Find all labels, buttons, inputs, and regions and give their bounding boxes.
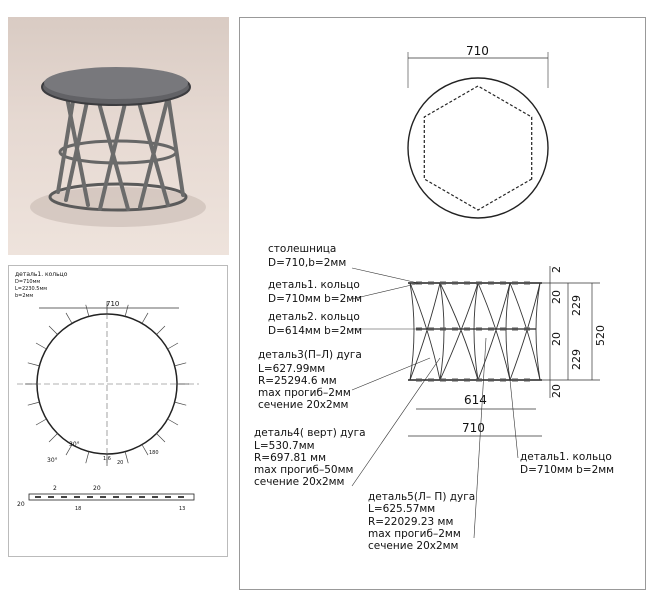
part4-label-4: max прогиб–50мм bbox=[254, 464, 354, 476]
dim-2: 2 bbox=[550, 266, 563, 273]
side-vertical-arc bbox=[440, 283, 444, 380]
dim-710: 710 bbox=[462, 421, 485, 435]
part4-label-3: R=697.81 мм bbox=[254, 452, 327, 464]
side-strut bbox=[510, 283, 540, 380]
ring-tick bbox=[156, 433, 164, 441]
side-strut bbox=[510, 283, 540, 380]
dim-520: 520 bbox=[594, 325, 607, 346]
ring-dim-3: 180 bbox=[149, 450, 159, 456]
ring-slot bbox=[476, 379, 482, 382]
ring-slot bbox=[476, 328, 482, 331]
ring-slot bbox=[416, 379, 422, 382]
side-strut bbox=[478, 283, 510, 380]
strip-dim-e: 13 bbox=[179, 506, 186, 512]
ring-angle-a: 30° bbox=[69, 441, 80, 448]
ring-tick bbox=[86, 305, 89, 317]
strip-slot bbox=[126, 496, 132, 498]
ring-detail-sheet bbox=[8, 265, 228, 557]
ring-slot bbox=[464, 282, 470, 285]
side-strut bbox=[440, 283, 478, 380]
ring-slot bbox=[524, 328, 530, 331]
ring-tick bbox=[142, 445, 148, 455]
ring-tick bbox=[175, 363, 187, 366]
side-strut bbox=[410, 283, 440, 380]
part3-label-4: max прогиб–2мм bbox=[258, 387, 351, 399]
strip-slot bbox=[87, 496, 93, 498]
ring-slot bbox=[440, 282, 446, 285]
strip-slot bbox=[74, 496, 80, 498]
strip-slot bbox=[113, 496, 119, 498]
strip-dim-a: 2 bbox=[53, 485, 57, 492]
ring-slot bbox=[476, 282, 482, 285]
top-view-width: 710 bbox=[466, 44, 489, 58]
top-view-outer-ring bbox=[408, 78, 548, 218]
ring-tick bbox=[175, 402, 187, 405]
ring-tick bbox=[66, 313, 72, 323]
ring-thickness-label: b=2мм bbox=[15, 293, 34, 299]
ring-tick bbox=[125, 452, 128, 464]
part3-label-1: деталь3(П–Л) дуга bbox=[258, 349, 362, 361]
ring-diameter-label: D=710мм bbox=[15, 279, 41, 285]
ring-slot bbox=[524, 379, 530, 382]
ring-slot bbox=[440, 328, 446, 331]
ring-dim-top: 710 bbox=[106, 300, 120, 308]
ring-tick bbox=[36, 419, 46, 425]
ring-slot bbox=[464, 379, 470, 382]
ring-title: деталь1. кольцо bbox=[15, 271, 68, 278]
ring-tick bbox=[49, 433, 57, 441]
ring-slot bbox=[500, 379, 506, 382]
ring-slot bbox=[500, 328, 506, 331]
strip-slot bbox=[61, 496, 67, 498]
part4-label-5: сечение 20х2мм bbox=[254, 476, 345, 488]
ring-slot bbox=[428, 328, 434, 331]
ring-length-label: L=2230.5мм bbox=[15, 286, 48, 292]
part2-label-2: D=614мм b=2мм bbox=[268, 325, 363, 337]
ring-slot bbox=[488, 282, 494, 285]
ring-slot bbox=[452, 328, 458, 331]
ring-dim-2: 20 bbox=[117, 460, 124, 466]
ring-slot bbox=[452, 379, 458, 382]
strip-slot bbox=[48, 496, 54, 498]
part4-label-1: деталь4( верт) дуга bbox=[254, 427, 366, 439]
dim-229-bottom: 229 bbox=[570, 349, 583, 370]
ring-tick bbox=[156, 326, 164, 334]
ring-slot bbox=[524, 282, 530, 285]
ring-slot bbox=[512, 282, 518, 285]
ring-tick bbox=[168, 419, 178, 425]
strip-slot bbox=[100, 496, 106, 498]
dim-20-bottom: 20 bbox=[550, 384, 563, 398]
ring-tick bbox=[28, 363, 40, 366]
strip-slot bbox=[165, 496, 171, 498]
dim-614: 614 bbox=[464, 393, 487, 407]
ring-angle-b: 30° bbox=[47, 457, 58, 464]
part1-bottom-label-1: деталь1. кольцо bbox=[520, 451, 612, 463]
assembly-drawing-sheet bbox=[239, 17, 646, 590]
top-view-struts bbox=[424, 86, 531, 210]
part3-label-2: L=627.99мм bbox=[258, 363, 326, 375]
dim-20-top: 20 bbox=[550, 290, 563, 304]
ring-slot bbox=[440, 379, 446, 382]
ring-slot bbox=[512, 328, 518, 331]
side-vertical-arc bbox=[474, 283, 478, 380]
tabletop-label-2: D=710,b=2мм bbox=[268, 257, 347, 269]
part4-label-2: L=530.7мм bbox=[254, 440, 315, 452]
strip-dim-d: 18 bbox=[75, 506, 82, 512]
ring-tick bbox=[28, 402, 40, 405]
ring-slot bbox=[512, 379, 518, 382]
ring-tick bbox=[142, 313, 148, 323]
part5-label-3: R=22029.23 мм bbox=[368, 516, 454, 528]
ring-slot bbox=[452, 282, 458, 285]
ring-slot bbox=[488, 328, 494, 331]
tabletop-label-1: столешница bbox=[268, 243, 337, 255]
ring-tick bbox=[125, 305, 128, 317]
dim-229-top: 229 bbox=[570, 295, 583, 316]
part5-label-1: деталь5(Л– П) дуга bbox=[368, 491, 476, 503]
ring-slot bbox=[488, 379, 494, 382]
strip-slot bbox=[35, 496, 41, 498]
part2-label-1: деталь2. кольцо bbox=[268, 311, 360, 323]
part1-bottom-label-2: D=710мм b=2мм bbox=[520, 464, 615, 476]
part5-label-4: max прогиб–2мм bbox=[368, 528, 461, 540]
strip-dim-b: 20 bbox=[93, 485, 101, 492]
ring-slot bbox=[464, 328, 470, 331]
part5-label-5: сечение 20х2мм bbox=[368, 540, 459, 552]
part1-top-label-1: деталь1. кольцо bbox=[268, 279, 360, 291]
strip-slot bbox=[178, 496, 184, 498]
strip-slot bbox=[152, 496, 158, 498]
strip-dim-c: 20 bbox=[17, 501, 25, 508]
ring-slot bbox=[428, 282, 434, 285]
ring-slot bbox=[428, 379, 434, 382]
side-strut bbox=[410, 283, 440, 380]
dim-20-mid: 20 bbox=[550, 332, 563, 346]
part3-label-5: сечение 20х2мм bbox=[258, 399, 349, 411]
ring-slot bbox=[500, 282, 506, 285]
side-strut bbox=[440, 283, 478, 380]
ring-tick bbox=[49, 326, 57, 334]
table-render-image bbox=[8, 17, 229, 255]
ring-dim-1: 1.6 bbox=[103, 456, 111, 462]
ring-tick bbox=[86, 452, 89, 464]
strip-slot bbox=[139, 496, 145, 498]
part1-top-label-2: D=710мм b=2мм bbox=[268, 293, 363, 305]
part3-label-3: R=25294.6 мм bbox=[258, 375, 337, 387]
ring-tick bbox=[168, 343, 178, 349]
side-strut bbox=[478, 283, 510, 380]
side-view bbox=[408, 282, 542, 382]
ring-tick bbox=[36, 343, 46, 349]
part5-label-2: L=625.57мм bbox=[368, 503, 436, 515]
